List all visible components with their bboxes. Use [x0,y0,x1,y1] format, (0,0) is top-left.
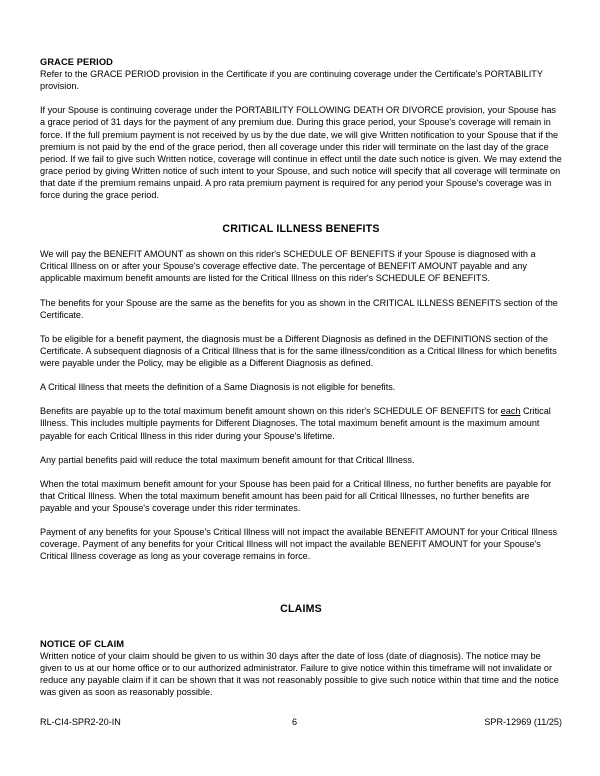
critical-illness-paragraph-4: A Critical Illness that meets the definition of a Same Diagnosis is not eligible for benefits. [40,382,396,393]
document-content [40,56,562,698]
critical-illness-paragraph-1: We will pay the BENEFIT AMOUNT as shown on this rider's SCHEDULE OF BENEFITS if your Spouse is diagnosed with a Critical Illness on or after your Spouse's coverage effective date. The percentage of BENEFIT AMOUNT payable and any applicable maximum benefit amounts are listed for the Critical Illness on this rider's SCHEDULE OF BENEFITS. [40,249,536,284]
page-title-critical-illness-benefits: CRITICAL ILLNESS BENEFITS [222,223,380,236]
section-heading-notice-of-claim: NOTICE OF CLAIM [40,638,125,649]
notice-of-claim-paragraph: Written notice of your claim should be given to us within 30 days after the date of loss (date of diagnosis). The notice may be given to us at our home office or to our authorized administrator. Failure to give notice within this timeframe will not invalidate or reduce any payable claim if it can be shown that it was not reasonably possible to give such notice within that time and the notice was given as soon as reasonably possible. [40,650,559,697]
paragraph-spacer [40,466,562,478]
critical-illness-paragraph-5: Any partial benefits paid will reduce the total maximum benefit amount for that Critical Illness. [40,454,415,465]
page-footer [40,716,562,728]
section-spacer [40,201,562,223]
critical-illness-benefits-payable-paragraph [40,405,562,441]
page-title-claims: CLAIMS [280,602,322,615]
footer-page-number: 6 [292,717,298,727]
heading-spacer [40,236,562,248]
critical-illness-paragraph-2: The benefits for your Spouse are the same as the benefits for you as shown in the CRITICAL ILLNESS BENEFITS section of the Certificate. [40,297,558,320]
grace-period-paragraph-2: If your Spouse is continuing coverage under the PORTABILITY FOLLOWING DEATH OR DIVORCE provision, your Spouse has a grace period of 31 days for the payment of any premium due. During this grace period, your Spouse's coverage will remain in force. If the full premium payment is not received by us by the due date, we will give Written notification to your Spouse that if the premium is not paid by the end of the grace period, then all coverage under this rider will terminate on the last day of the grace period. If we fail to give such Written notice, coverage will continue in effect until the date such notice is given. We may extend the grace period by giving Written notice of such intent to your Spouse, and such notice will specify that all coverage will terminate on that date if the premium remains unpaid. A pro rata premium payment is required for any period your Spouse's coverage was in force during the grace period. [40,105,562,201]
section-spacer [40,563,562,603]
paragraph-spacer [40,393,562,405]
critical-illness-paragraph-7: Payment of any benefits for your Spouse's Critical Illness will not impact the available BENEFIT AMOUNT for your Critical Illness coverage. Payment of any benefits for your Critical Illness will not impact the available BENEFIT AMOUNT for your Spouse's Critical Illness coverage as long as your coverage remains in force. [40,527,558,562]
critical-illness-paragraph-6: When the total maximum benefit amount for your Spouse has been paid for a Critical Illness, no further benefits are payable for that Critical Illness. When the total maximum benefit amount has been paid for all Critical Illnesses, no further benefits are payable and your Spouse's coverage under this rider terminates. [40,478,552,514]
footer-form-number: RL-CI4-SPR2-20-IN [40,717,121,727]
benefits-paragraph-text-before: Benefits are payable up to the total maximum benefit amount shown on this rider's SCHEDULE OF BENEFITS for [40,406,501,417]
section-heading-grace-period: GRACE PERIOD [40,57,114,67]
paragraph-spacer [40,321,562,333]
paragraph-spacer [40,442,562,454]
grace-period-paragraph-1: Refer to the GRACE PERIOD provision in the Certificate if you are continuing coverage under the Certificate's PORTABILITY provision. [40,69,543,92]
paragraph-spacer [40,284,562,296]
critical-illness-paragraph-3: To be eligible for a benefit payment, the diagnosis must be a Different Diagnosis as defined in the DEFINITIONS section of the Certificate. A subsequent diagnosis of a Critical Illness that is for the same illness/condition as a Critical Illness for which benefits were payable under the Policy, may be eligible as a Different Diagnosis as defined. [40,333,557,368]
paragraph-spacer [40,369,562,381]
paragraph-spacer [40,514,562,526]
heading-spacer [40,616,562,638]
benefits-paragraph-text-after: Critical Illness. This includes multiple payments for Different Diagnoses. The total maximum benefit amount is the maximum amount payable for each Critical Illness in this rider during your Spouse's lifetime. [40,406,551,441]
footer-form-code: SPR-12969 (11/25) [484,717,562,727]
benefits-paragraph-emphasis-each: each [500,406,521,417]
paragraph-spacer [40,92,562,104]
